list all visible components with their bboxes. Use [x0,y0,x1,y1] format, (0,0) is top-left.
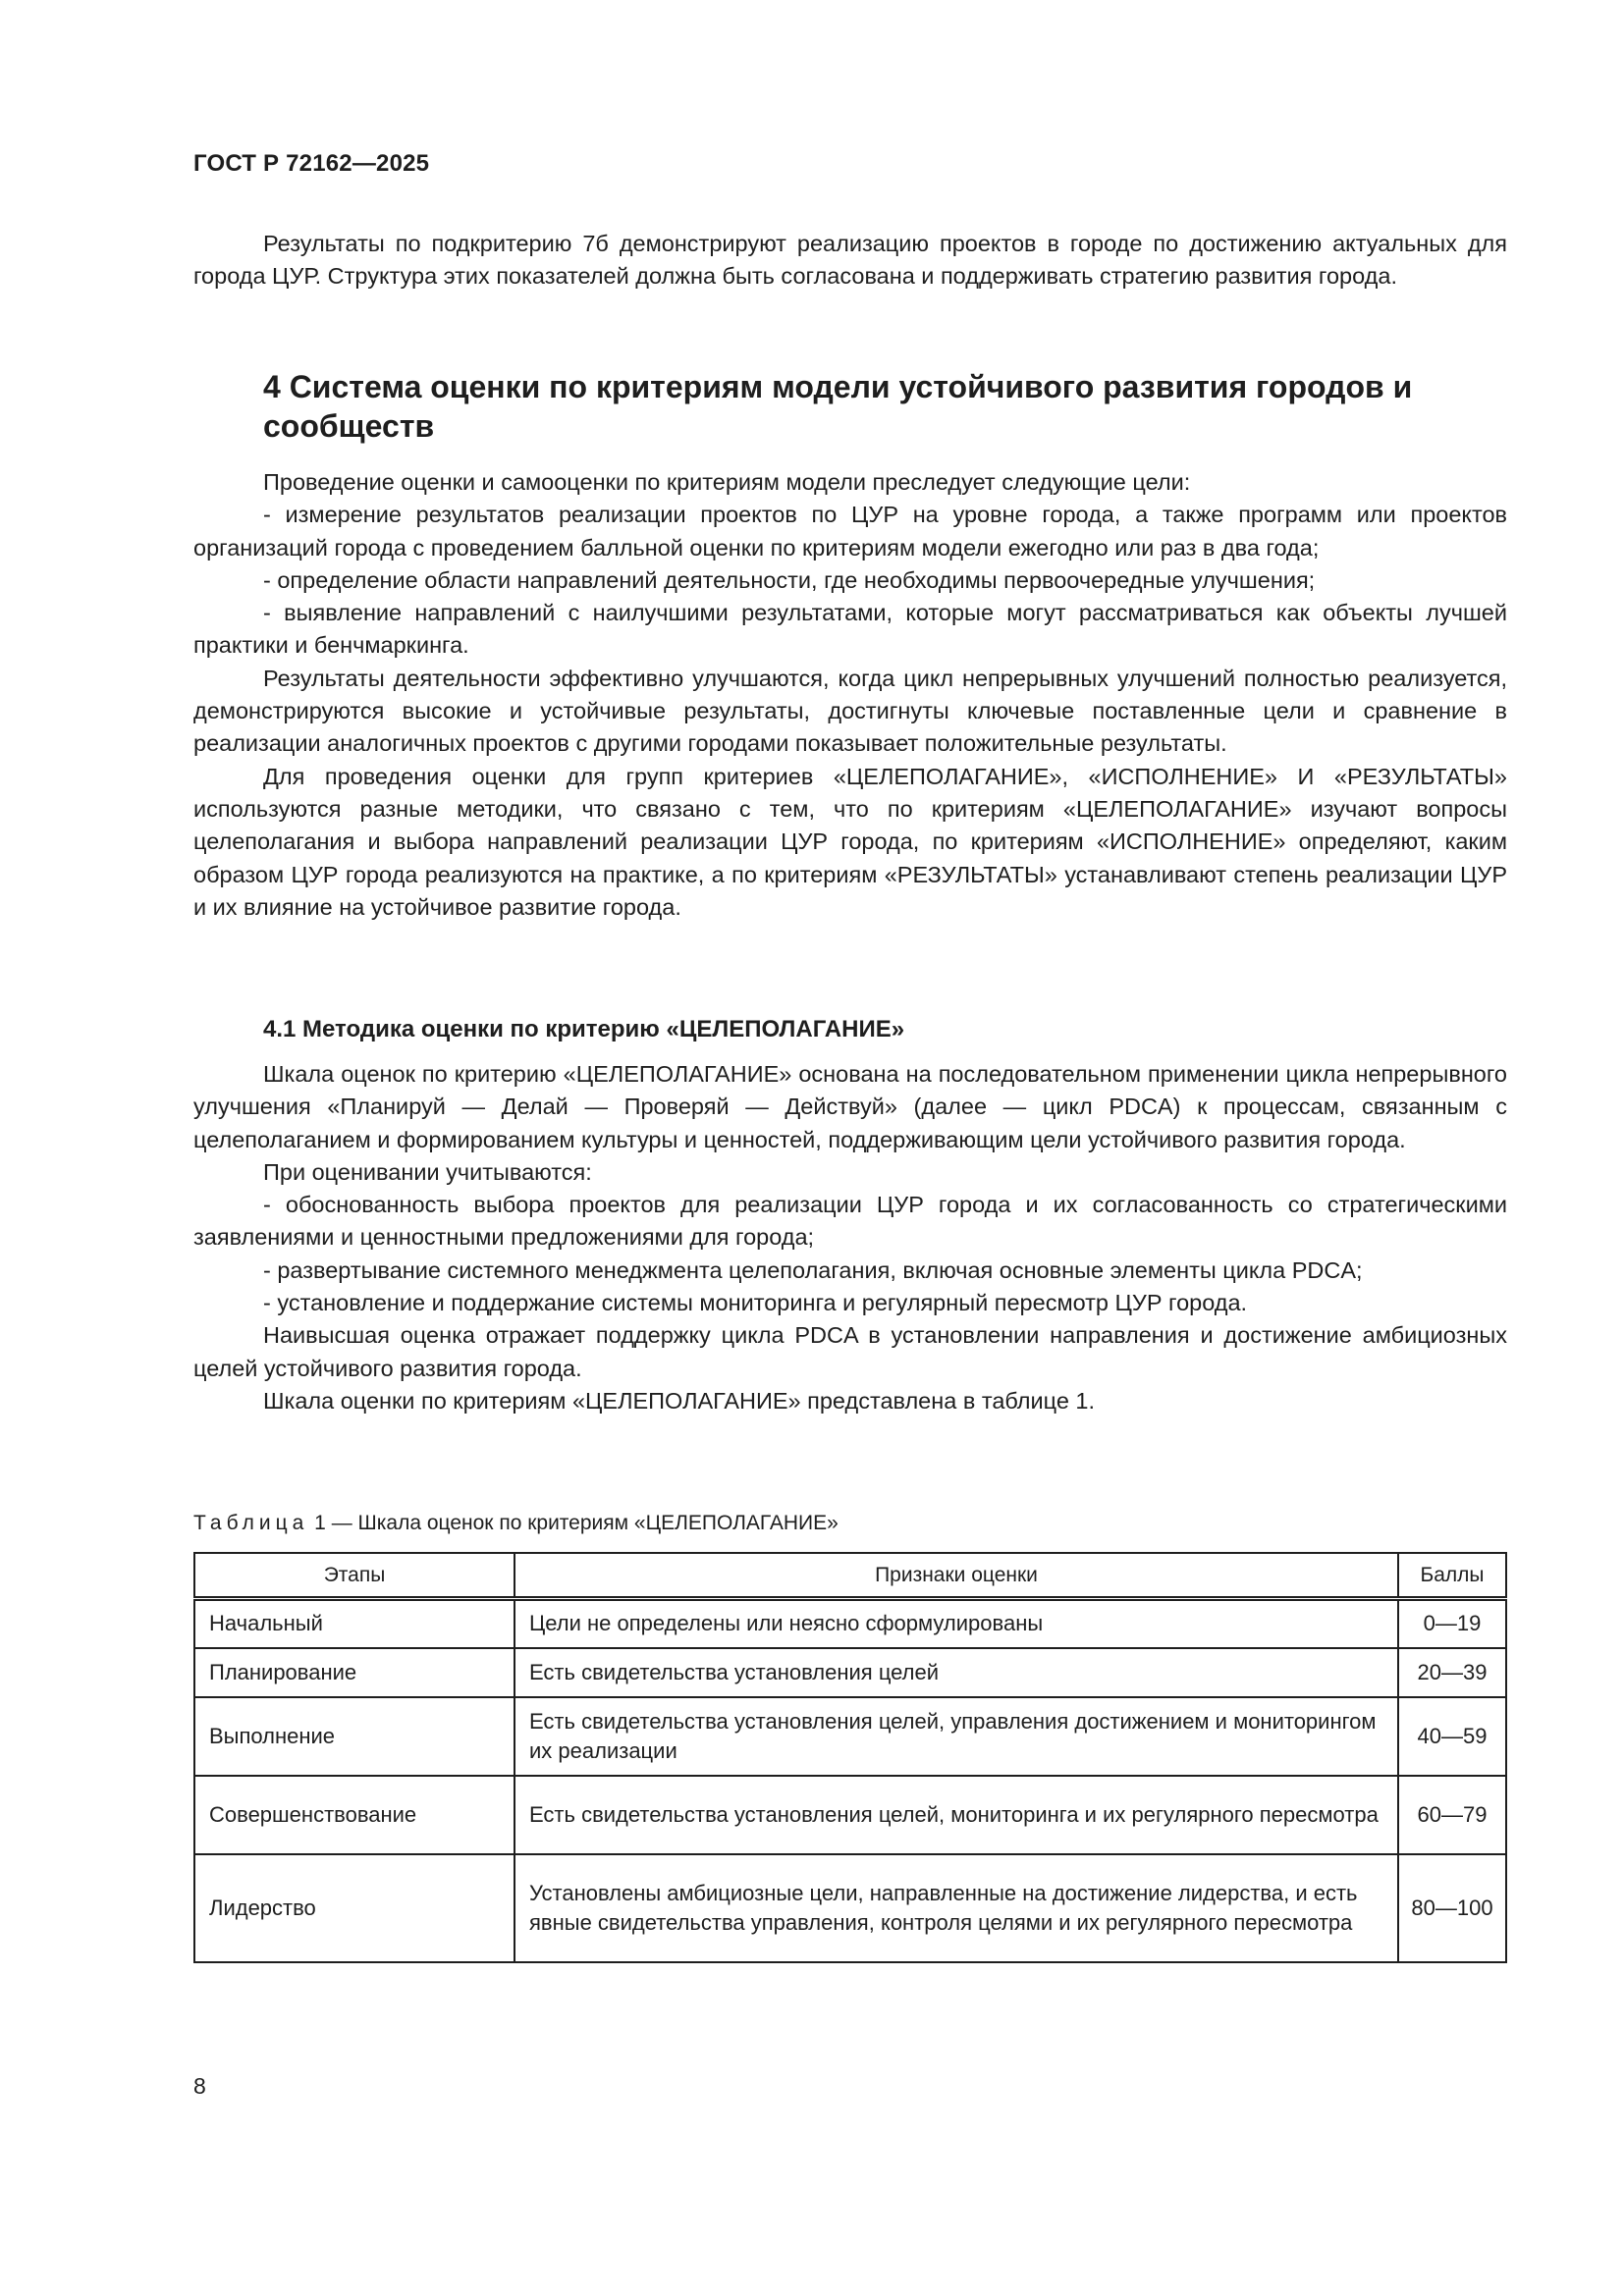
section-4-bullet: - выявление направлений с наилучшими результатами, которые могут рассматриваться как объекты лучшей практики и бенчмаркинга. [193,600,1507,659]
stage-cell: Планирование [194,1648,514,1697]
score-cell: 20—39 [1398,1648,1506,1697]
section-4-1-paragraph: Шкала оценки по критериям «ЦЕЛЕПОЛАГАНИЕ» представлена в таблице 1. [263,1387,1096,1414]
section-4-body [193,466,1507,924]
column-header-stages: Этапы [194,1553,514,1599]
section-4-1-lead: При оценивании учитываются: [263,1158,592,1185]
table-row [194,1776,1506,1854]
section-4-1-paragraph: Шкала оценок по критерию «ЦЕЛЕПОЛАГАНИЕ» основана на последовательном применении цикла непрерывного улучшения «Планируй — Делай — Проверяй — Действуй» (далее — цикл PDCA) к процессам, связанным с целеполаганием и формированием культуры и ценностей, поддерживающим цели устойчивого развития города. [193,1061,1507,1152]
section-4-bullet: - определение области направлений деятельности, где необходимы первоочередные улучшения; [263,566,1316,593]
intro-paragraph: Результаты по подкритерию 7б демонстрируют реализацию проектов в городе по достижению актуальных для города ЦУР. Структура этих показателей должна быть согласована и поддерживать стратегию развития города. [193,231,1507,290]
table-caption [193,1512,839,1535]
page-number: 8 [193,2073,206,2099]
criteria-cell: Есть свидетельства установления целей, мониторинга и их регулярного пересмотра [514,1776,1398,1854]
scoring-table [193,1552,1507,1963]
section-4-1-bullet: - установление и поддержание системы мониторинга и регулярный пересмотр ЦУР города. [263,1290,1248,1316]
table-caption-label: Таблица [193,1512,309,1534]
section-4-1-bullet: - развертывание системного менеджмента целеполагания, включая основные элементы цикла PDCA; [263,1256,1363,1283]
section-4-paragraph: Для проведения оценки для групп критериев «ЦЕЛЕПОЛАГАНИЕ», «ИСПОЛНЕНИЕ» И «РЕЗУЛЬТАТЫ» используются разные методики, что связано с тем, что по критериям «ЦЕЛЕПОЛАГАНИЕ» изучают вопросы целеполагания и выбора направлений реализации ЦУР города, по критериям «ИСПОЛНЕНИЕ» определяют, каким образом ЦУР города реализуются на практике, а по критериям «РЕЗУЛЬТАТЫ» устанавливают степень реализации ЦУР и их влияние на устойчивое развитие города. [193,763,1507,920]
section-4-lead: Проведение оценки и самооценки по критериям модели преследует следующие цели: [263,469,1191,495]
section-4-1-heading: 4.1 Методика оценки по критерию «ЦЕЛЕПОЛАГАНИЕ» [263,1016,905,1042]
section-4-1-bullet: - обоснованность выбора проектов для реализации ЦУР города и их согласованность со стратегическими заявлениями и ценностными предложениями для города; [193,1192,1507,1251]
section-4-1-body [193,1058,1507,1417]
stage-cell: Совершенствование [194,1776,514,1854]
score-cell: 40—59 [1398,1697,1506,1776]
score-cell: 60—79 [1398,1776,1506,1854]
section-4-1-paragraph: Наивысшая оценка отражает поддержку цикла PDCA в установлении направления и достижение амбициозных целей устойчивого развития города. [193,1322,1507,1381]
criteria-cell: Цели не определены или неясно сформулированы [514,1599,1398,1648]
score-cell: 0—19 [1398,1599,1506,1648]
document-code-header: ГОСТ Р 72162—2025 [193,150,430,177]
table-row [194,1648,1506,1697]
table-row [194,1599,1506,1648]
table-header-row [194,1553,1506,1599]
stage-cell: Выполнение [194,1697,514,1776]
criteria-cell: Есть свидетельства установления целей, управления достижением и мониторингом их реализации [514,1697,1398,1776]
intro-block [193,228,1507,294]
section-4-heading: 4 Система оценки по критериям модели устойчивого развития городов и сообществ [263,369,1413,444]
criteria-cell: Установлены амбициозные цели, направленные на достижение лидерства, и есть явные свидетельства управления, контроля целями и их регулярного пересмотра [514,1854,1398,1962]
section-4-bullet: - измерение результатов реализации проектов по ЦУР на уровне города, а также программ или проектов организаций города с проведением балльной оценки по критериям модели ежегодно или раз в два года; [193,502,1507,561]
stage-cell: Начальный [194,1599,514,1648]
score-cell: 80—100 [1398,1854,1506,1962]
table-row [194,1697,1506,1776]
table-row [194,1854,1506,1962]
column-header-criteria: Признаки оценки [514,1553,1398,1599]
stage-cell: Лидерство [194,1854,514,1962]
column-header-score: Баллы [1398,1553,1506,1599]
section-4-paragraph: Результаты деятельности эффективно улучшаются, когда цикл непрерывных улучшений полностью реализуется, демонстрируются высокие и устойчивые результаты, достигнуты ключевые поставленные цели и сравнение в реализации аналогичных проектов с другими городами показывает положительные результаты. [193,665,1507,757]
criteria-cell: Есть свидетельства установления целей [514,1648,1398,1697]
table-caption-title: 1 — Шкала оценок по критериям «ЦЕЛЕПОЛАГАНИЕ» [308,1512,839,1534]
